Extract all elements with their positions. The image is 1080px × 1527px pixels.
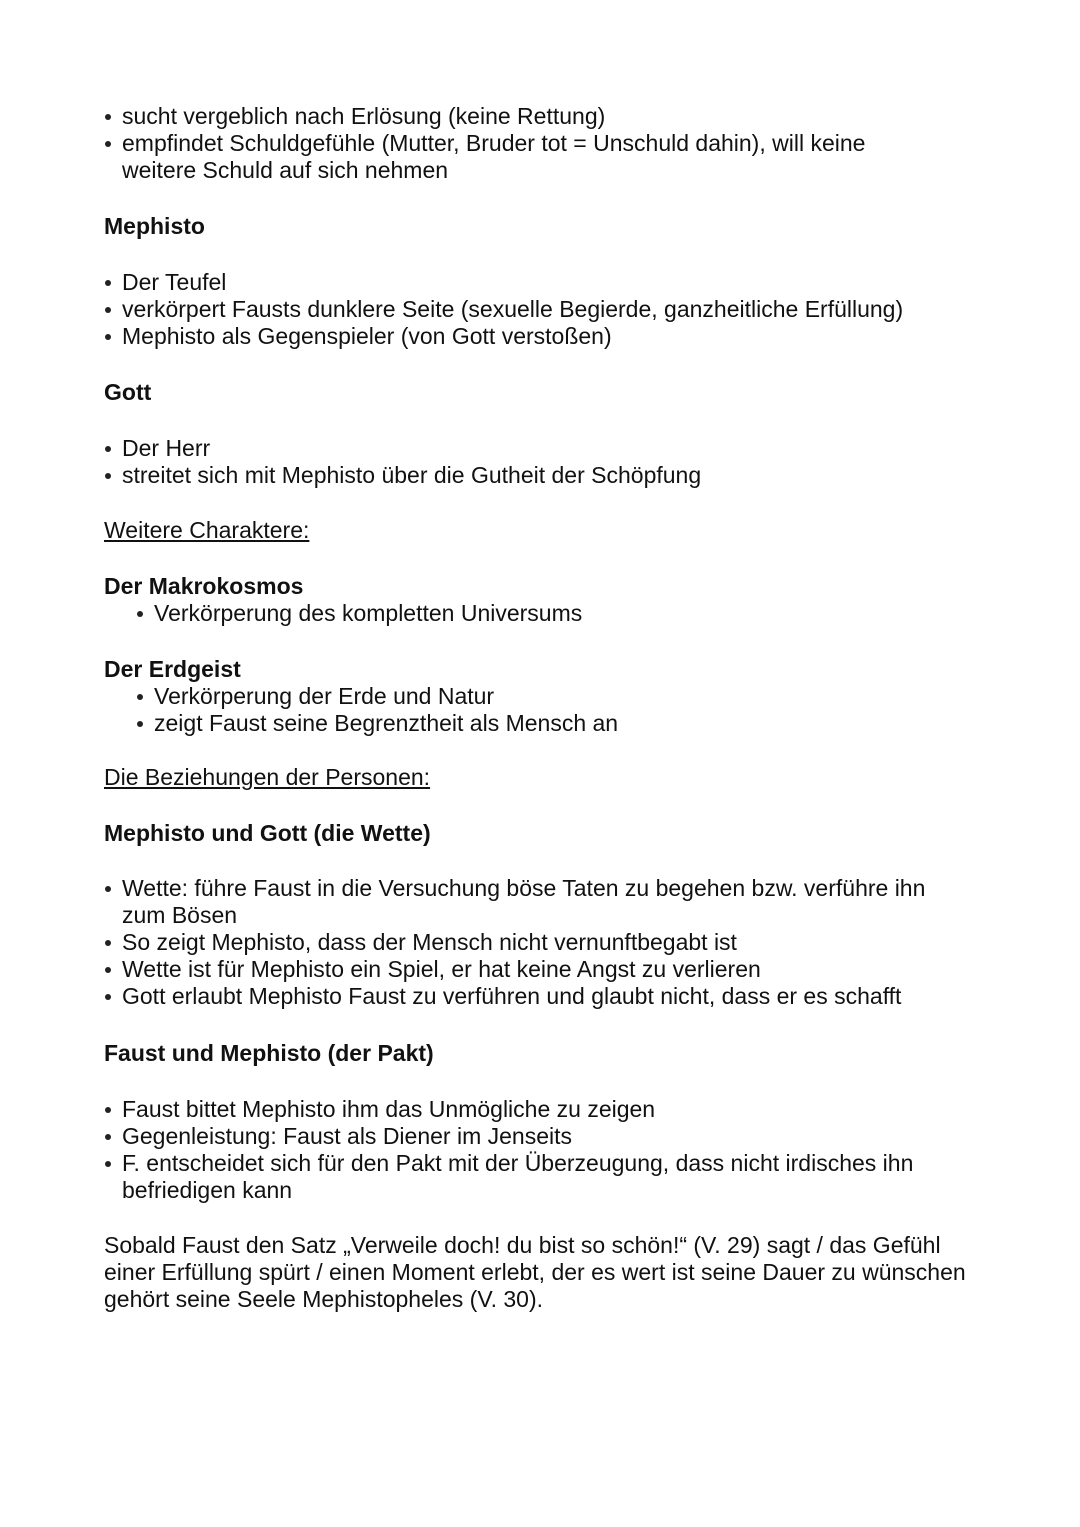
beziehungen-heading: Die Beziehungen der Personen: xyxy=(104,764,431,790)
list-item: Der Herr xyxy=(104,435,1004,462)
list-item: zeigt Faust seine Begrenztheit als Mensch an xyxy=(136,710,1004,737)
list-item: sucht vergeblich nach Erlösung (keine Rettung) xyxy=(104,103,1004,130)
list-item: Wette: führe Faust in die Versuchung böse Taten zu begehen bzw. verführe ihn zum Bösen xyxy=(104,875,1004,929)
document-page xyxy=(104,103,1004,1313)
pakt-list xyxy=(104,1096,1004,1204)
list-item: Wette ist für Mephisto ein Spiel, er hat keine Angst zu verlieren xyxy=(104,956,1004,983)
wette-heading: Mephisto und Gott (die Wette) xyxy=(104,820,431,846)
pakt-heading: Faust und Mephisto (der Pakt) xyxy=(104,1040,434,1066)
wette-list xyxy=(104,875,1004,1010)
weitere-charaktere-heading: Weitere Charaktere: xyxy=(104,517,310,543)
list-item: Gegenleistung: Faust als Diener im Jenseits xyxy=(104,1123,1004,1150)
list-item: Gott erlaubt Mephisto Faust zu verführen und glaubt nicht, dass er es schafft xyxy=(104,983,1004,1010)
gott-heading: Gott xyxy=(104,379,152,405)
list-item: verkörpert Fausts dunklere Seite (sexuelle Begierde, ganzheitliche Erfüllung) xyxy=(104,296,1004,323)
erdgeist-list xyxy=(136,683,1004,737)
list-item: Verkörperung der Erde und Natur xyxy=(136,683,1004,710)
list-item: Mephisto als Gegenspieler (von Gott verstoßen) xyxy=(104,323,1004,350)
mephisto-heading: Mephisto xyxy=(104,213,205,239)
list-item: F. entscheidet sich für den Pakt mit der Überzeugung, dass nicht irdisches ihn befriedigen kann xyxy=(104,1150,1004,1204)
erdgeist-heading: Der Erdgeist xyxy=(104,656,241,682)
list-item: empfindet Schuldgefühle (Mutter, Bruder tot = Unschuld dahin), will keine weitere Schuld auf sich nehmen xyxy=(104,130,1004,184)
list-item: So zeigt Mephisto, dass der Mensch nicht vernunftbegabt ist xyxy=(104,929,1004,956)
makrokosmos-heading: Der Makrokosmos xyxy=(104,573,304,599)
intro-list xyxy=(104,103,1004,184)
list-item: Der Teufel xyxy=(104,269,1004,296)
list-item: Verkörperung des kompletten Universums xyxy=(136,600,1004,627)
closing-paragraph: Sobald Faust den Satz „Verweile doch! du bist so schön!“ (V. 29) sagt / das Gefühl einer Erfüllung spürt / einen Moment erlebt, der es wert ist seine Dauer zu wünschen gehört seine Seele Mephistopheles (V. 30). xyxy=(104,1232,966,1312)
list-item: streitet sich mit Mephisto über die Gutheit der Schöpfung xyxy=(104,462,1004,489)
list-item: Faust bittet Mephisto ihm das Unmögliche zu zeigen xyxy=(104,1096,1004,1123)
gott-list xyxy=(104,435,1004,489)
makrokosmos-list xyxy=(136,600,1004,627)
mephisto-list xyxy=(104,269,1004,350)
